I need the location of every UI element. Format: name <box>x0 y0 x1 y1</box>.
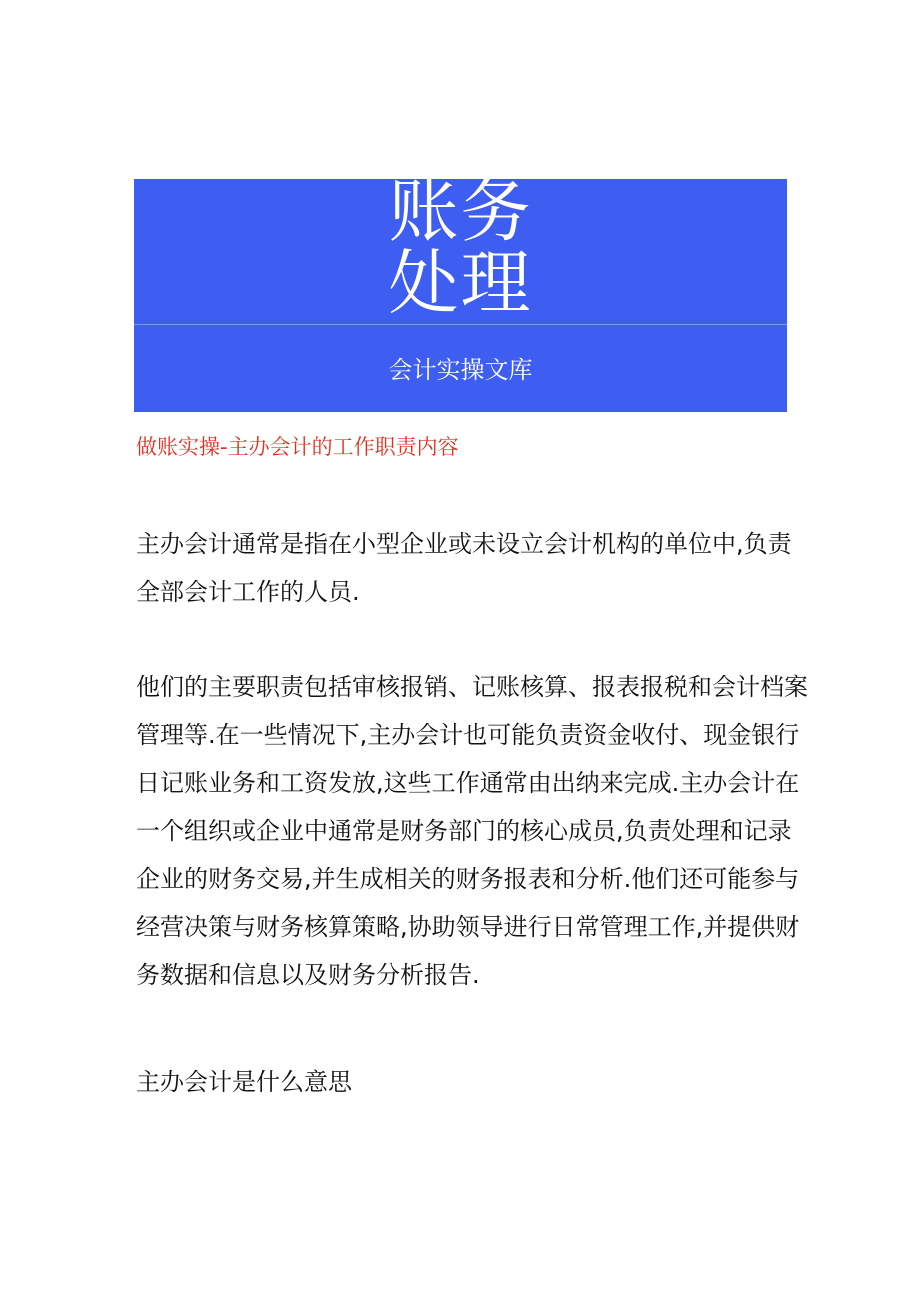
paragraph-line: 主办会计是什么意思 <box>136 1068 352 1096</box>
paragraph-line: 管理等.在一些情况下,主办会计也可能负责资金收付、现金银行 <box>136 721 800 749</box>
document-heading: 做账实操-主办会计的工作职责内容 <box>136 435 459 459</box>
paragraph-line: 日记账业务和工资发放,这些工作通常由出纳来完成.主办会计在 <box>136 769 800 797</box>
paragraph-line: 主办会计通常是指在小型企业或未设立会计机构的单位中,负责 <box>136 530 792 558</box>
banner-title-line-1: 账务 <box>388 170 533 252</box>
paragraph-line: 一个组织或企业中通常是财务部门的核心成员,负责处理和记录 <box>136 817 792 845</box>
banner-divider <box>134 324 787 325</box>
paragraph-line: 务数据和信息以及财务分析报告. <box>136 961 480 989</box>
banner-title-line-2: 处理 <box>388 242 533 324</box>
paragraph-duties <box>136 663 808 999</box>
paragraph-intro <box>136 520 796 616</box>
cover-banner <box>134 170 787 412</box>
paragraph-line: 经营决策与财务核算策略,协助领导进行日常管理工作,并提供财 <box>136 913 800 941</box>
banner-subtitle: 会计实操文库 <box>388 356 533 384</box>
paragraph-line: 全部会计工作的人员. <box>136 578 360 606</box>
paragraph-line: 企业的财务交易,并生成相关的财务报表和分析.他们还可能参与 <box>136 865 800 893</box>
section-subheading <box>136 1058 796 1106</box>
paragraph-line: 他们的主要职责包括审核报销、记账核算、报表报税和会计档案 <box>136 673 808 701</box>
